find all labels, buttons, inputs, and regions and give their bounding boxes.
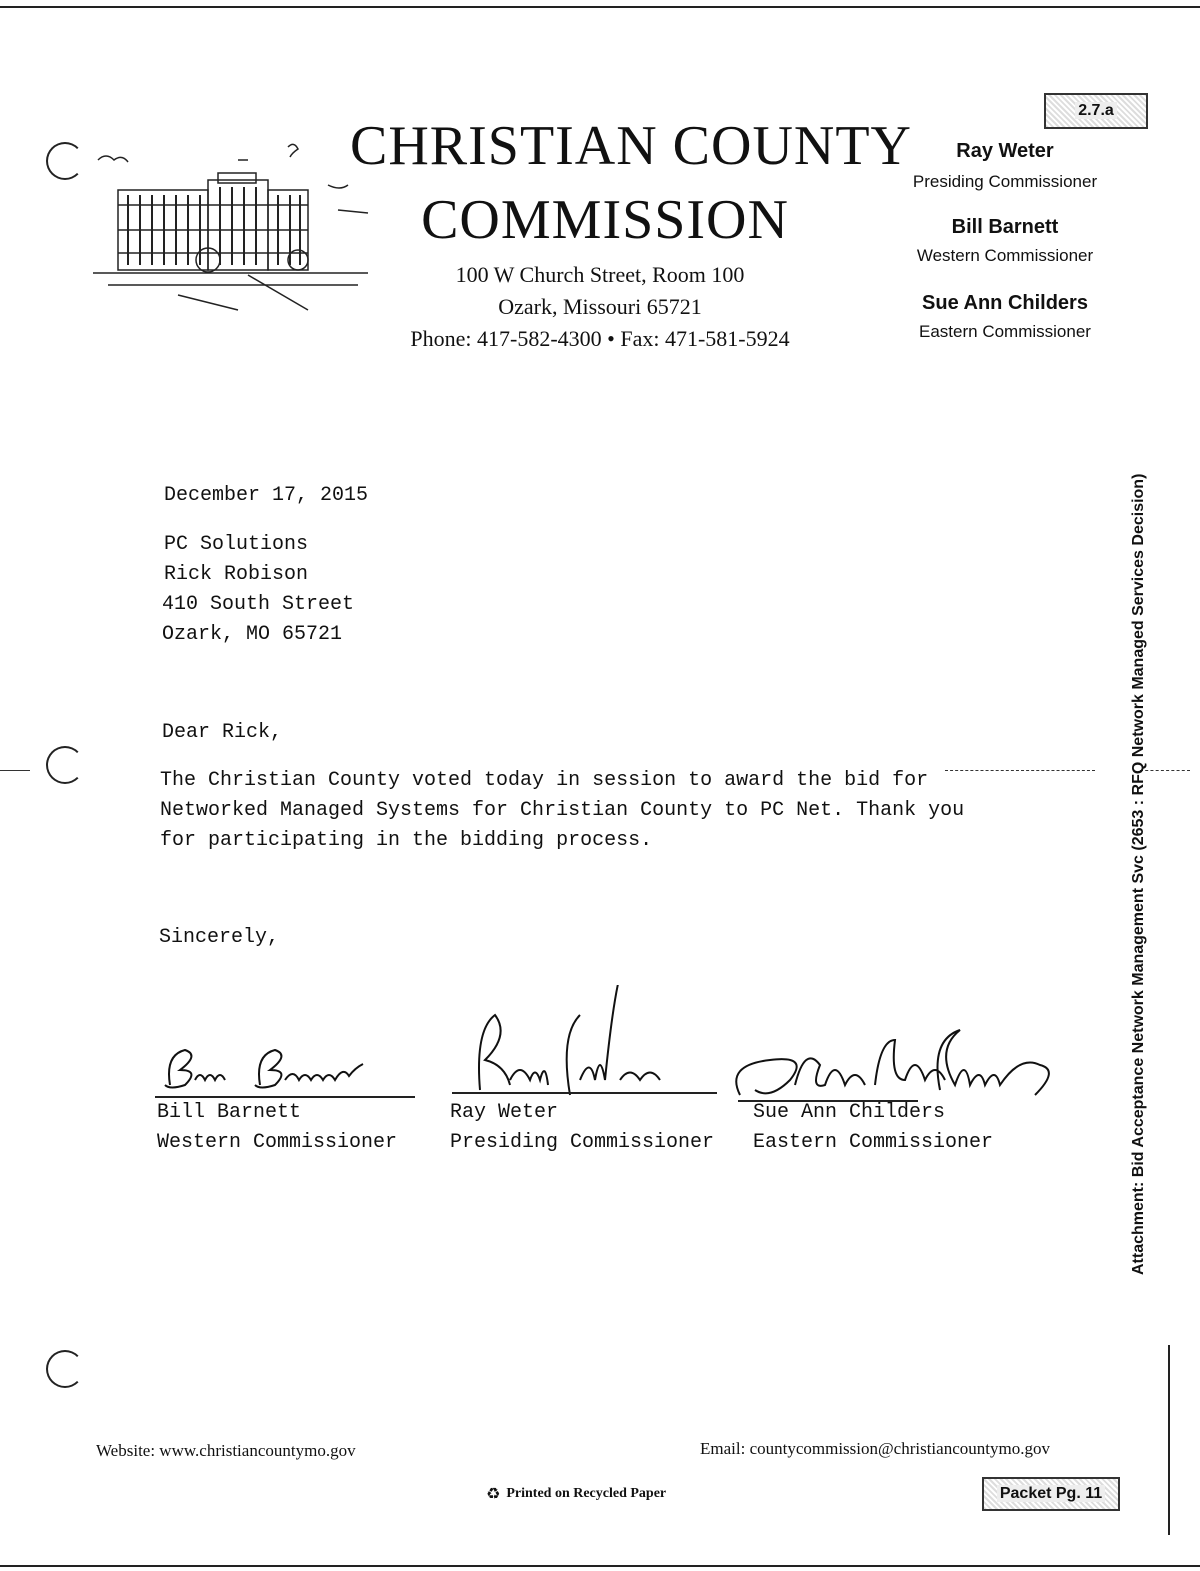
recycled-note (486, 1484, 666, 1503)
commissioner-title: Eastern Commissioner (919, 322, 1091, 341)
courthouse-logo-icon (88, 135, 378, 315)
agenda-item-stamp: 2.7.a (1044, 93, 1148, 129)
fold-mark (945, 770, 1095, 772)
top-border (0, 6, 1200, 8)
signatory-title: Western Commissioner (157, 1131, 398, 1154)
footer-email: Email: countycommission@christiancountymo.gov (700, 1439, 1050, 1458)
recycle-icon: ♻ (486, 1484, 501, 1503)
closing: Sincerely, (159, 926, 280, 949)
commissioner-name: Bill Barnett (951, 216, 1059, 238)
signature-line (452, 1092, 717, 1094)
letterhead-subtitle: COMMISSION (421, 189, 789, 251)
recipient-line: PC Solutions (164, 533, 309, 556)
punch-hole-icon (46, 746, 84, 784)
bottom-border (0, 1565, 1200, 1567)
signature-bill-barnett (150, 1030, 420, 1100)
body-line: The Christian County voted today in session to award the bid for (160, 769, 929, 792)
recipient-line: 410 South Street (162, 593, 355, 616)
recipient-line: Rick Robison (164, 563, 309, 586)
letter-date: December 17, 2015 (164, 484, 369, 507)
signature-ray-weter (450, 985, 720, 1100)
phone-fax: Phone: 417-582-4300 • Fax: 471-581-5924 (410, 326, 790, 351)
fold-mark (0, 770, 30, 771)
body-line: Networked Managed Systems for Christian County to PC Net. Thank you (160, 799, 965, 822)
address-line-1: 100 W Church Street, Room 100 (455, 262, 745, 287)
packet-page-stamp: Packet Pg. 11 (982, 1477, 1120, 1511)
signatory-title: Presiding Commissioner (450, 1131, 715, 1154)
commissioner-name: Sue Ann Childers (922, 292, 1088, 314)
punch-hole-icon (46, 142, 84, 180)
signature-line (155, 1096, 415, 1098)
letterhead-title: CHRISTIAN COUNTY (350, 115, 912, 177)
commissioner-name: Ray Weter (956, 140, 1054, 162)
signatory-name: Sue Ann Childers (753, 1101, 946, 1124)
body-line: for participating in the bidding process. (160, 829, 653, 852)
footer-website: Website: www.christiancountymo.gov (96, 1441, 356, 1460)
right-margin-line (1168, 1345, 1170, 1535)
signatory-name: Ray Weter (450, 1101, 559, 1124)
signatory-title: Eastern Commissioner (753, 1131, 994, 1154)
attachment-sidebar: Attachment: Bid Acceptance Network Management Svc (2653 : RFQ Network Managed Services Decision) (1130, 473, 1147, 1275)
signatory-name: Bill Barnett (157, 1101, 302, 1124)
recipient-line: Ozark, MO 65721 (162, 623, 343, 646)
salutation: Dear Rick, (162, 721, 283, 744)
punch-hole-icon (46, 1350, 84, 1388)
recycled-text: Printed on Recycled Paper (506, 1485, 667, 1501)
commissioner-title: Presiding Commissioner (912, 172, 1098, 191)
commissioner-title: Western Commissioner (916, 246, 1094, 265)
address-line-2: Ozark, Missouri 65721 (498, 294, 702, 319)
